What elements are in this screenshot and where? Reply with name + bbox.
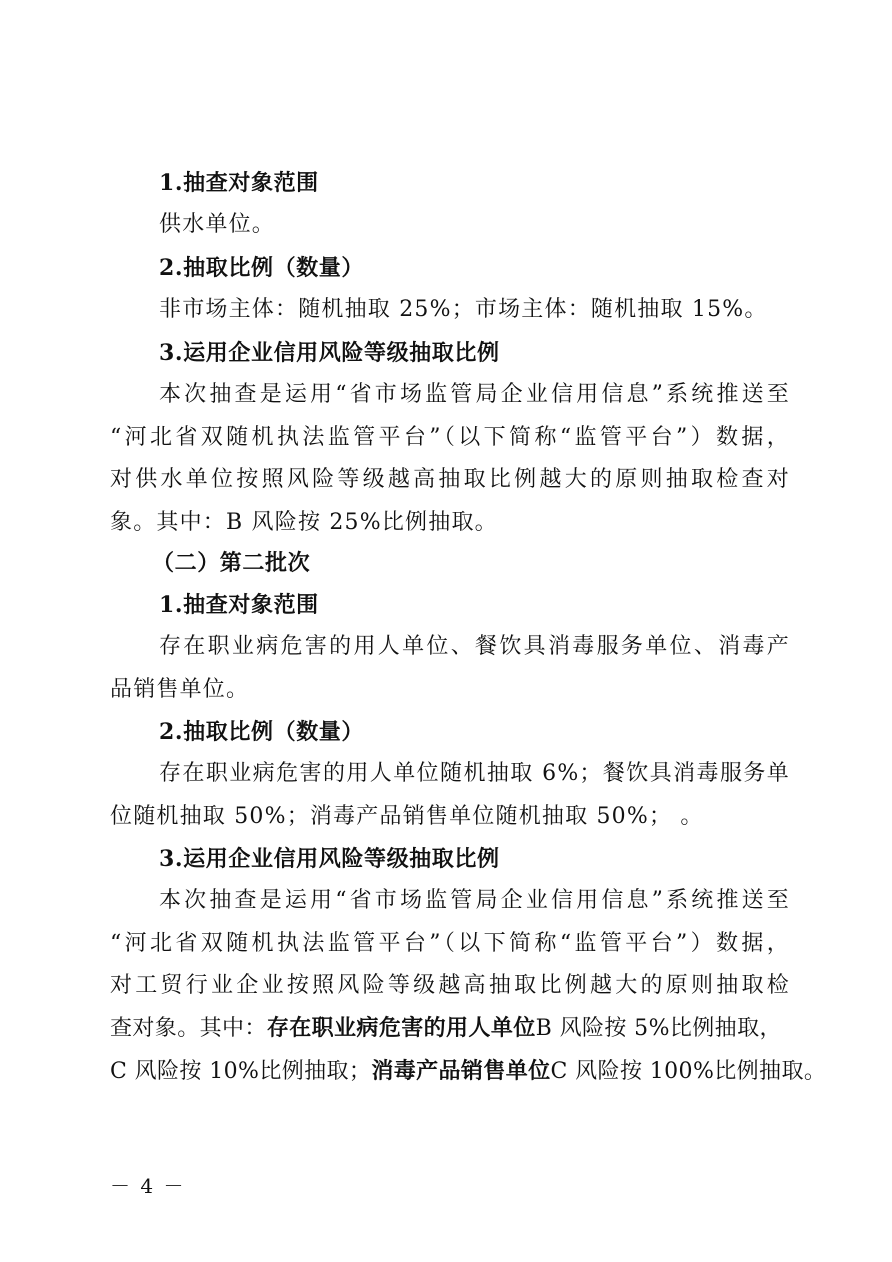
heading-scope-1: 1.抽查对象范围 — [159, 170, 319, 196]
paragraph-scope-2-line-2: 品销售单位。 — [110, 677, 250, 702]
text-segment: B 风险按 5%比例抽取， — [535, 1016, 782, 1041]
paragraph-ratio-1: 非市场主体：随机抽取 25%；市场主体：随机抽取 15%。 — [159, 297, 768, 322]
paragraph-credit-1-line-2: “河北省双随机执法监管平台”（以下简称“监管平台”）数据， — [110, 425, 790, 450]
section-heading-batch-2: （二）第二批次 — [152, 550, 311, 576]
paragraph-credit-2-line-2: “河北省双随机执法监管平台”（以下简称“监管平台”）数据， — [110, 931, 790, 956]
bold-disinfection-product-sales-units: 消毒产品销售单位 — [371, 1058, 551, 1084]
heading-credit-1: 3.运用企业信用风险等级抽取比例 — [159, 340, 500, 366]
heading-ratio-1: 2.抽取比例（数量） — [159, 255, 364, 281]
paragraph-credit-1-line-4: 象。其中：B 风险按 25%比例抽取。 — [110, 510, 498, 535]
text-segment: C 风险按 10%比例抽取； — [110, 1059, 372, 1084]
paragraph-ratio-2-line-2: 位随机抽取 50%；消毒产品销售单位随机抽取 50%； 。 — [110, 804, 704, 829]
paragraph-ratio-2-line-1: 存在职业病危害的用人单位随机抽取 6%；餐饮具消毒服务单 — [159, 761, 790, 786]
paragraph-credit-2-line-4 — [110, 1013, 790, 1043]
text-segment: C 风险按 100%比例抽取。 — [550, 1059, 827, 1084]
text-segment: 查对象。其中： — [110, 1016, 267, 1041]
page-number: － 4 － — [110, 1174, 186, 1198]
heading-scope-2: 1.抽查对象范围 — [159, 592, 319, 618]
paragraph-credit-1-line-1: 本次抽查是运用“省市场监管局企业信用信息”系统推送至 — [159, 382, 790, 407]
paragraph-scope-2-line-1: 存在职业病危害的用人单位、餐饮具消毒服务单位、消毒产 — [159, 634, 790, 659]
paragraph-credit-2-line-3: 对工贸行业企业按照风险等级越高抽取比例越大的原则抽取检 — [110, 973, 790, 998]
paragraph-credit-1-line-3: 对供水单位按照风险等级越高抽取比例越大的原则抽取检查对 — [110, 467, 790, 492]
paragraph-credit-2-line-1: 本次抽查是运用“省市场监管局企业信用信息”系统推送至 — [159, 888, 790, 913]
paragraph-scope-1: 供水单位。 — [159, 212, 276, 237]
heading-credit-2: 3.运用企业信用风险等级抽取比例 — [159, 846, 500, 872]
bold-occupational-hazard-units: 存在职业病危害的用人单位 — [266, 1015, 536, 1041]
paragraph-credit-2-line-5 — [110, 1056, 827, 1086]
heading-ratio-2: 2.抽取比例（数量） — [159, 719, 364, 745]
